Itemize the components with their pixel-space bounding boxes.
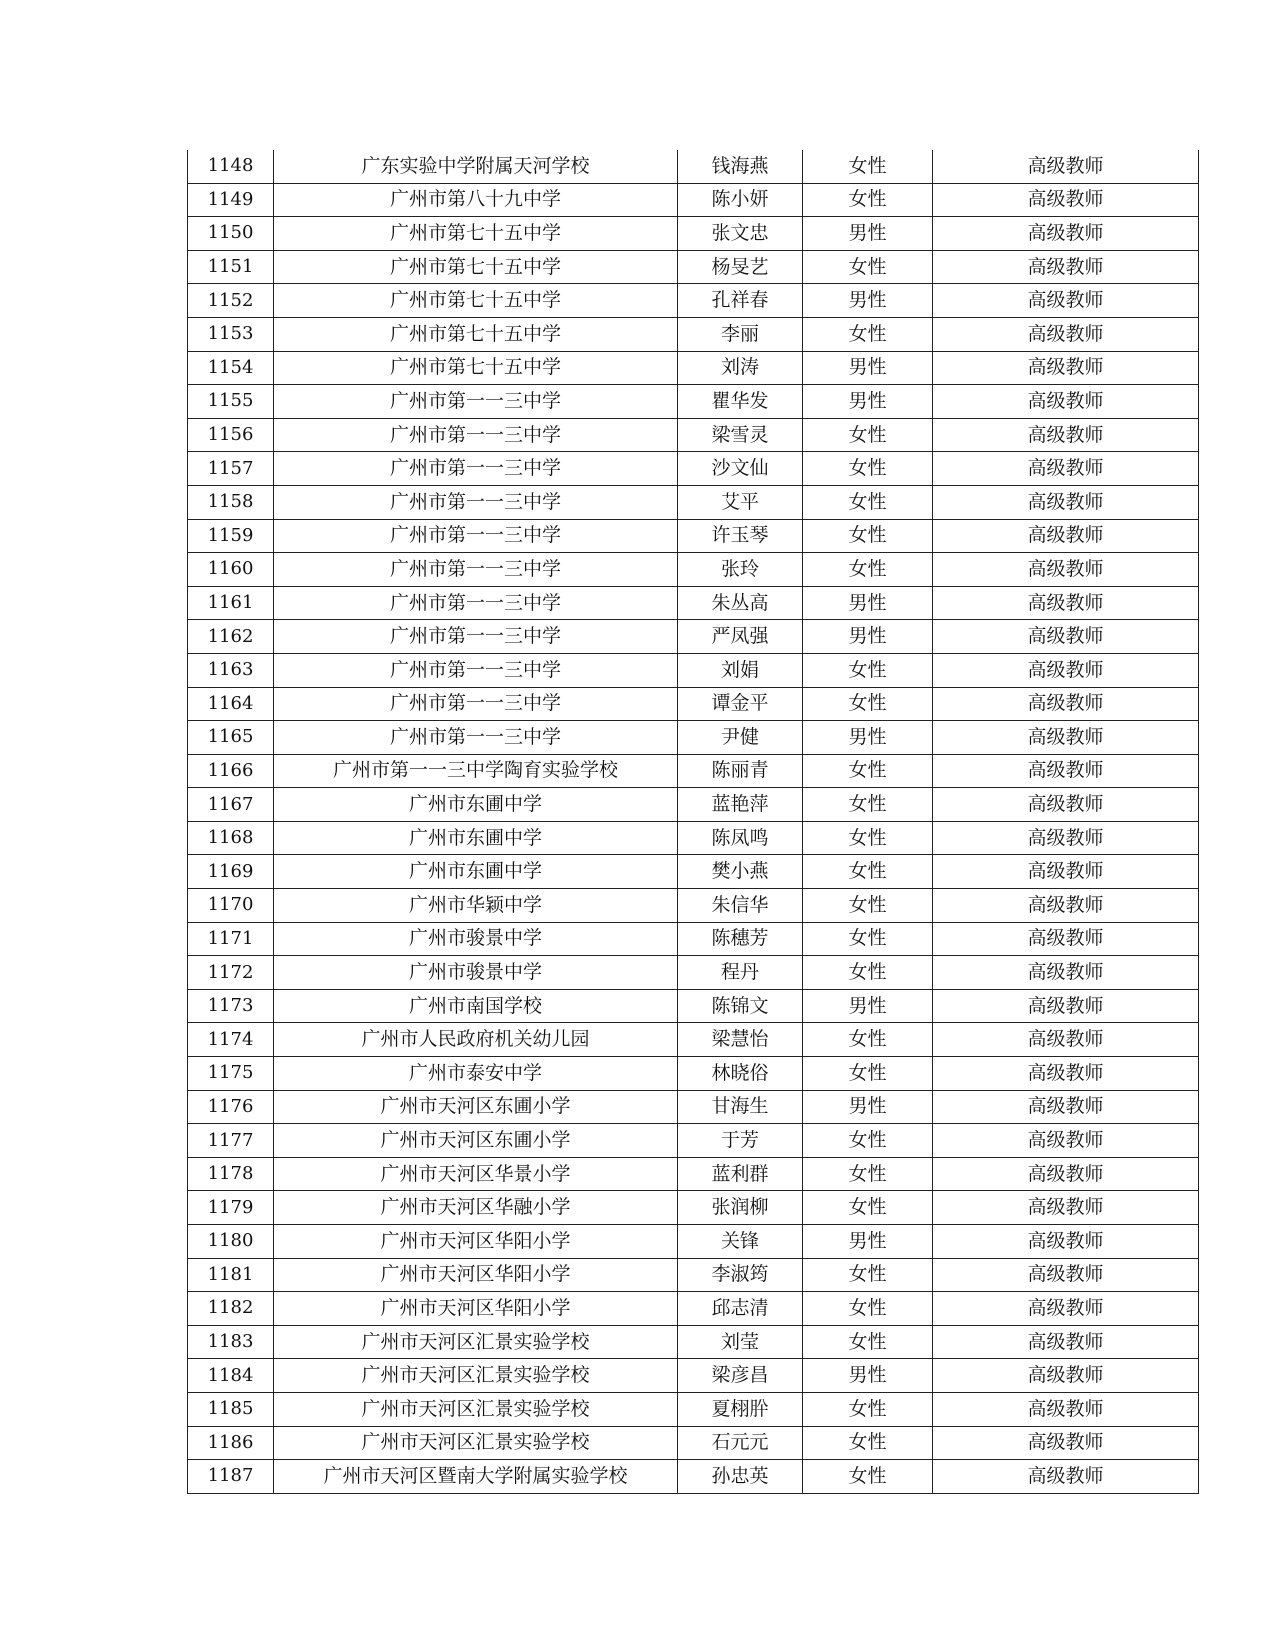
cell-serial-number: 1155: [188, 385, 274, 419]
cell-title: 高级教师: [933, 1090, 1199, 1124]
cell-serial-number: 1158: [188, 485, 274, 519]
cell-gender: 女性: [803, 1426, 933, 1460]
cell-teacher-name: 于芳: [678, 1124, 803, 1158]
cell-title: 高级教师: [933, 989, 1199, 1023]
cell-gender: 女性: [803, 754, 933, 788]
cell-gender: 女性: [803, 150, 933, 183]
cell-gender: 女性: [803, 1023, 933, 1057]
cell-serial-number: 1149: [188, 183, 274, 217]
cell-gender: 女性: [803, 956, 933, 990]
cell-teacher-name: 艾平: [678, 485, 803, 519]
table-row: [188, 1460, 1199, 1494]
cell-serial-number: 1163: [188, 653, 274, 687]
cell-title: 高级教师: [933, 385, 1199, 419]
cell-school: 广州市天河区汇景实验学校: [274, 1359, 678, 1393]
table-row: [188, 418, 1199, 452]
cell-school: 广州市天河区华阳小学: [274, 1225, 678, 1259]
cell-school: 广州市南国学校: [274, 989, 678, 1023]
cell-gender: 女性: [803, 418, 933, 452]
cell-teacher-name: 陈丽青: [678, 754, 803, 788]
cell-teacher-name: 樊小燕: [678, 855, 803, 889]
table-row: [188, 1124, 1199, 1158]
table-row: [188, 1258, 1199, 1292]
cell-teacher-name: 许玉琴: [678, 519, 803, 553]
cell-teacher-name: 朱丛高: [678, 586, 803, 620]
cell-teacher-name: 夏栩肸: [678, 1392, 803, 1426]
table-row: [188, 889, 1199, 923]
cell-serial-number: 1150: [188, 217, 274, 251]
cell-gender: 女性: [803, 452, 933, 486]
table-row: [188, 351, 1199, 385]
cell-gender: 女性: [803, 485, 933, 519]
cell-teacher-name: 陈锦文: [678, 989, 803, 1023]
cell-teacher-name: 蓝艳萍: [678, 788, 803, 822]
cell-school: 广州市东圃中学: [274, 788, 678, 822]
table-row: [188, 519, 1199, 553]
cell-school: 广州市第七十五中学: [274, 351, 678, 385]
cell-gender: 女性: [803, 183, 933, 217]
cell-school: 广州市第一一三中学: [274, 586, 678, 620]
cell-school: 广州市第一一三中学陶育实验学校: [274, 754, 678, 788]
cell-teacher-name: 刘莹: [678, 1325, 803, 1359]
cell-teacher-name: 沙文仙: [678, 452, 803, 486]
table-row: [188, 1023, 1199, 1057]
cell-teacher-name: 关锋: [678, 1225, 803, 1259]
cell-title: 高级教师: [933, 721, 1199, 755]
cell-title: 高级教师: [933, 922, 1199, 956]
table-row: [188, 821, 1199, 855]
cell-title: 高级教师: [933, 1292, 1199, 1326]
cell-school: 广州市第一一三中学: [274, 385, 678, 419]
cell-school: 广州市第一一三中学: [274, 452, 678, 486]
table-row: [188, 217, 1199, 251]
cell-teacher-name: 李丽: [678, 317, 803, 351]
cell-school: 广州市天河区华融小学: [274, 1191, 678, 1225]
cell-gender: 女性: [803, 1157, 933, 1191]
cell-title: 高级教师: [933, 855, 1199, 889]
cell-teacher-name: 刘涛: [678, 351, 803, 385]
cell-teacher-name: 张文忠: [678, 217, 803, 251]
cell-school: 广州市天河区汇景实验学校: [274, 1325, 678, 1359]
cell-title: 高级教师: [933, 687, 1199, 721]
cell-title: 高级教师: [933, 1258, 1199, 1292]
cell-serial-number: 1159: [188, 519, 274, 553]
cell-title: 高级教师: [933, 889, 1199, 923]
table-row: [188, 183, 1199, 217]
cell-title: 高级教师: [933, 183, 1199, 217]
table-row: [188, 317, 1199, 351]
table-row: [188, 1090, 1199, 1124]
cell-gender: 男性: [803, 1359, 933, 1393]
cell-serial-number: 1177: [188, 1124, 274, 1158]
cell-teacher-name: 杨旻艺: [678, 250, 803, 284]
cell-gender: 男性: [803, 1090, 933, 1124]
cell-teacher-name: 陈小妍: [678, 183, 803, 217]
table-row: [188, 553, 1199, 587]
cell-title: 高级教师: [933, 217, 1199, 251]
cell-gender: 女性: [803, 855, 933, 889]
table-row: [188, 385, 1199, 419]
cell-serial-number: 1153: [188, 317, 274, 351]
cell-title: 高级教师: [933, 653, 1199, 687]
cell-school: 广州市第七十五中学: [274, 284, 678, 318]
cell-gender: 女性: [803, 1057, 933, 1091]
cell-gender: 女性: [803, 1292, 933, 1326]
cell-serial-number: 1162: [188, 620, 274, 654]
table-row: [188, 721, 1199, 755]
cell-serial-number: 1152: [188, 284, 274, 318]
table-row: [188, 1057, 1199, 1091]
cell-school: 广州市东圃中学: [274, 855, 678, 889]
cell-school: 广州市天河区华景小学: [274, 1157, 678, 1191]
cell-gender: 男性: [803, 1225, 933, 1259]
cell-gender: 女性: [803, 519, 933, 553]
cell-gender: 男性: [803, 351, 933, 385]
table-row: [188, 250, 1199, 284]
cell-serial-number: 1173: [188, 989, 274, 1023]
cell-serial-number: 1175: [188, 1057, 274, 1091]
teacher-roster-table: [187, 150, 1199, 1494]
cell-teacher-name: 李淑筠: [678, 1258, 803, 1292]
table-row: [188, 1157, 1199, 1191]
cell-school: 广州市天河区暨南大学附属实验学校: [274, 1460, 678, 1494]
cell-gender: 女性: [803, 553, 933, 587]
cell-title: 高级教师: [933, 452, 1199, 486]
cell-teacher-name: 程丹: [678, 956, 803, 990]
cell-teacher-name: 钱海燕: [678, 150, 803, 183]
cell-serial-number: 1164: [188, 687, 274, 721]
cell-school: 广州市第一一三中学: [274, 653, 678, 687]
cell-school: 广州市第一一三中学: [274, 418, 678, 452]
table-row: [188, 1292, 1199, 1326]
cell-title: 高级教师: [933, 1157, 1199, 1191]
table-row: [188, 1392, 1199, 1426]
cell-serial-number: 1156: [188, 418, 274, 452]
cell-serial-number: 1176: [188, 1090, 274, 1124]
table-row: [188, 452, 1199, 486]
cell-serial-number: 1168: [188, 821, 274, 855]
cell-gender: 女性: [803, 1258, 933, 1292]
cell-title: 高级教师: [933, 1023, 1199, 1057]
cell-serial-number: 1170: [188, 889, 274, 923]
table-row: [188, 788, 1199, 822]
cell-school: 广州市华颖中学: [274, 889, 678, 923]
cell-title: 高级教师: [933, 821, 1199, 855]
cell-title: 高级教师: [933, 1191, 1199, 1225]
cell-serial-number: 1166: [188, 754, 274, 788]
cell-title: 高级教师: [933, 284, 1199, 318]
cell-teacher-name: 朱信华: [678, 889, 803, 923]
cell-teacher-name: 梁慧怡: [678, 1023, 803, 1057]
table-row: [188, 754, 1199, 788]
cell-gender: 男性: [803, 586, 933, 620]
table-row: [188, 855, 1199, 889]
table-row: [188, 586, 1199, 620]
cell-title: 高级教师: [933, 586, 1199, 620]
cell-title: 高级教师: [933, 1325, 1199, 1359]
cell-school: 广州市第一一三中学: [274, 519, 678, 553]
cell-teacher-name: 林晓俗: [678, 1057, 803, 1091]
cell-gender: 女性: [803, 1124, 933, 1158]
table-row: [188, 1325, 1199, 1359]
cell-school: 广州市东圃中学: [274, 821, 678, 855]
cell-teacher-name: 蓝利群: [678, 1157, 803, 1191]
cell-serial-number: 1172: [188, 956, 274, 990]
cell-title: 高级教师: [933, 150, 1199, 183]
cell-school: 广州市泰安中学: [274, 1057, 678, 1091]
cell-serial-number: 1179: [188, 1191, 274, 1225]
cell-gender: 女性: [803, 1325, 933, 1359]
cell-title: 高级教师: [933, 1225, 1199, 1259]
cell-school: 广州市骏景中学: [274, 956, 678, 990]
cell-title: 高级教师: [933, 620, 1199, 654]
cell-gender: 女性: [803, 788, 933, 822]
cell-school: 广州市第八十九中学: [274, 183, 678, 217]
cell-teacher-name: 孔祥春: [678, 284, 803, 318]
cell-serial-number: 1182: [188, 1292, 274, 1326]
cell-school: 广州市人民政府机关幼儿园: [274, 1023, 678, 1057]
cell-school: 广州市骏景中学: [274, 922, 678, 956]
cell-gender: 女性: [803, 317, 933, 351]
cell-serial-number: 1148: [188, 150, 274, 183]
cell-title: 高级教师: [933, 1359, 1199, 1393]
cell-title: 高级教师: [933, 553, 1199, 587]
cell-serial-number: 1171: [188, 922, 274, 956]
cell-teacher-name: 邱志清: [678, 1292, 803, 1326]
cell-serial-number: 1180: [188, 1225, 274, 1259]
cell-gender: 男性: [803, 721, 933, 755]
table-row: [188, 620, 1199, 654]
cell-title: 高级教师: [933, 519, 1199, 553]
cell-serial-number: 1187: [188, 1460, 274, 1494]
cell-serial-number: 1169: [188, 855, 274, 889]
cell-teacher-name: 梁彦昌: [678, 1359, 803, 1393]
cell-teacher-name: 尹健: [678, 721, 803, 755]
table-row: [188, 485, 1199, 519]
cell-title: 高级教师: [933, 956, 1199, 990]
cell-gender: 女性: [803, 1392, 933, 1426]
cell-teacher-name: 刘娟: [678, 653, 803, 687]
cell-title: 高级教师: [933, 418, 1199, 452]
table-row: [188, 922, 1199, 956]
cell-school: 广州市天河区汇景实验学校: [274, 1426, 678, 1460]
cell-school: 广州市天河区汇景实验学校: [274, 1392, 678, 1426]
cell-title: 高级教师: [933, 351, 1199, 385]
cell-gender: 女性: [803, 1191, 933, 1225]
roster-body: [188, 150, 1199, 1493]
cell-serial-number: 1183: [188, 1325, 274, 1359]
cell-gender: 男性: [803, 620, 933, 654]
cell-gender: 女性: [803, 889, 933, 923]
cell-school: 广州市第七十五中学: [274, 250, 678, 284]
table-row: [188, 1426, 1199, 1460]
cell-teacher-name: 孙忠英: [678, 1460, 803, 1494]
cell-gender: 女性: [803, 687, 933, 721]
cell-school: 广州市第一一三中学: [274, 553, 678, 587]
cell-teacher-name: 梁雪灵: [678, 418, 803, 452]
cell-serial-number: 1185: [188, 1392, 274, 1426]
table-row: [188, 653, 1199, 687]
cell-gender: 男性: [803, 217, 933, 251]
cell-title: 高级教师: [933, 485, 1199, 519]
cell-school: 广州市天河区华阳小学: [274, 1292, 678, 1326]
table-row: [188, 1191, 1199, 1225]
cell-teacher-name: 甘海生: [678, 1090, 803, 1124]
cell-serial-number: 1160: [188, 553, 274, 587]
cell-teacher-name: 严凤强: [678, 620, 803, 654]
cell-school: 广州市第一一三中学: [274, 721, 678, 755]
cell-school: 广州市天河区华阳小学: [274, 1258, 678, 1292]
cell-title: 高级教师: [933, 1392, 1199, 1426]
cell-teacher-name: 陈穗芳: [678, 922, 803, 956]
cell-title: 高级教师: [933, 1057, 1199, 1091]
cell-teacher-name: 张玲: [678, 553, 803, 587]
cell-school: 广州市第一一三中学: [274, 620, 678, 654]
cell-school: 广州市第一一三中学: [274, 485, 678, 519]
cell-title: 高级教师: [933, 250, 1199, 284]
cell-gender: 男性: [803, 385, 933, 419]
cell-gender: 女性: [803, 922, 933, 956]
cell-school: 广州市天河区东圃小学: [274, 1124, 678, 1158]
cell-serial-number: 1157: [188, 452, 274, 486]
cell-title: 高级教师: [933, 317, 1199, 351]
cell-title: 高级教师: [933, 754, 1199, 788]
cell-title: 高级教师: [933, 788, 1199, 822]
cell-school: 广州市第七十五中学: [274, 317, 678, 351]
cell-serial-number: 1178: [188, 1157, 274, 1191]
cell-serial-number: 1186: [188, 1426, 274, 1460]
cell-gender: 女性: [803, 653, 933, 687]
cell-gender: 男性: [803, 989, 933, 1023]
cell-school: 广州市第七十五中学: [274, 217, 678, 251]
cell-title: 高级教师: [933, 1460, 1199, 1494]
cell-teacher-name: 瞿华发: [678, 385, 803, 419]
cell-title: 高级教师: [933, 1124, 1199, 1158]
table-row: [188, 989, 1199, 1023]
table-row: [188, 1359, 1199, 1393]
cell-teacher-name: 陈凤鸣: [678, 821, 803, 855]
table-row: [188, 1225, 1199, 1259]
cell-serial-number: 1167: [188, 788, 274, 822]
cell-gender: 男性: [803, 284, 933, 318]
cell-serial-number: 1154: [188, 351, 274, 385]
cell-serial-number: 1165: [188, 721, 274, 755]
table-row: [188, 687, 1199, 721]
cell-serial-number: 1181: [188, 1258, 274, 1292]
cell-gender: 女性: [803, 821, 933, 855]
cell-serial-number: 1174: [188, 1023, 274, 1057]
cell-teacher-name: 谭金平: [678, 687, 803, 721]
cell-title: 高级教师: [933, 1426, 1199, 1460]
cell-school: 广州市天河区东圃小学: [274, 1090, 678, 1124]
table-row: [188, 284, 1199, 318]
cell-gender: 女性: [803, 1460, 933, 1494]
cell-gender: 女性: [803, 250, 933, 284]
cell-serial-number: 1151: [188, 250, 274, 284]
table-row: [188, 956, 1199, 990]
cell-serial-number: 1161: [188, 586, 274, 620]
cell-school: 广州市第一一三中学: [274, 687, 678, 721]
cell-teacher-name: 张润柳: [678, 1191, 803, 1225]
cell-school: 广东实验中学附属天河学校: [274, 150, 678, 183]
table-row: [188, 150, 1199, 183]
cell-teacher-name: 石元元: [678, 1426, 803, 1460]
cell-serial-number: 1184: [188, 1359, 274, 1393]
